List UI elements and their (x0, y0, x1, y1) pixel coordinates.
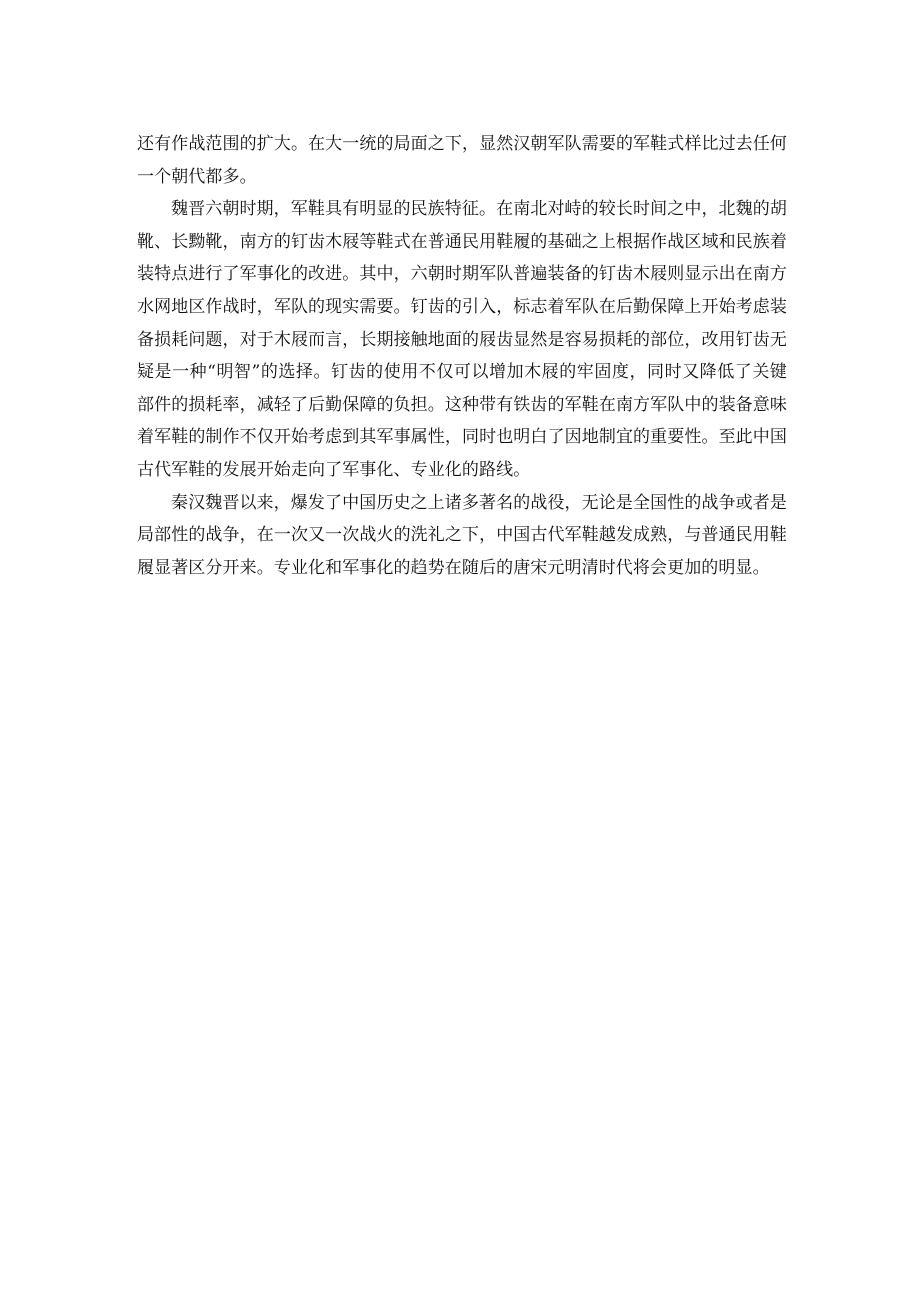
paragraph-1-line-1: 还有作战范围的扩大。在大一统的局面之下，显然汉朝军队需要的军鞋式样比过去任何 (137, 134, 787, 154)
paragraph-2-line-2: 靴、长黝靴，南方的钉齿木屐等鞋式在普通民用鞋履的基础之上根据作战区域和民族着 (137, 231, 787, 252)
paragraph-2-line-6: 疑是一种“明智”的选择。钉齿的使用不仅可以增加木屐的牢固度，同时又降低了关键 (137, 362, 787, 383)
paragraph-2-line-8: 着军鞋的制作不仅开始考虑到其军事属性，同时也明白了因地制宜的重要性。至此中国 (137, 427, 787, 448)
paragraph-3-line-3: 履显著区分开来。专业化和军事化的趋势在随后的唐宋元明清时代将会更加的明显。 (137, 557, 770, 578)
paragraph-2-line-4: 水网地区作战时，军队的现实需要。钉齿的引入，标志着军队在后勤保障上开始考虑装 (137, 296, 787, 317)
body-text (137, 128, 787, 584)
paragraph-2-line-7: 部件的损耗率，减轻了后勤保障的负担。这种带有铁齿的军鞋在南方军队中的装备意味 (137, 394, 787, 415)
paragraph-1-line-2: 一个朝代都多。 (137, 166, 257, 187)
paragraph-3 (137, 487, 787, 585)
paragraph-2-line-1: 魏晋六朝时期，军鞋具有明显的民族特征。在南北对峙的较长时间之中，北魏的胡 (171, 199, 787, 220)
paragraph-2-line-9: 古代军鞋的发展开始走向了军事化、专业化的路线。 (137, 459, 531, 480)
paragraph-3-line-1: 秦汉魏晋以来，爆发了中国历史之上诸多著名的战役，无论是全国性的战争或者是 (171, 492, 787, 513)
paragraph-2 (137, 193, 787, 486)
paragraph-3-line-2: 局部性的战争，在一次又一次战火的洗礼之下，中国古代军鞋越发成熟，与普通民用鞋 (137, 525, 787, 546)
paragraph-2-line-3: 装特点进行了军事化的改进。其中，六朝时期军队普遍装备的钉齿木屐则显示出在南方 (137, 264, 787, 285)
paragraph-1 (137, 128, 787, 193)
paragraph-2-line-5: 备损耗问题，对于木屐而言，长期接触地面的屐齿显然是容易损耗的部位，改用钉齿无 (137, 329, 787, 350)
